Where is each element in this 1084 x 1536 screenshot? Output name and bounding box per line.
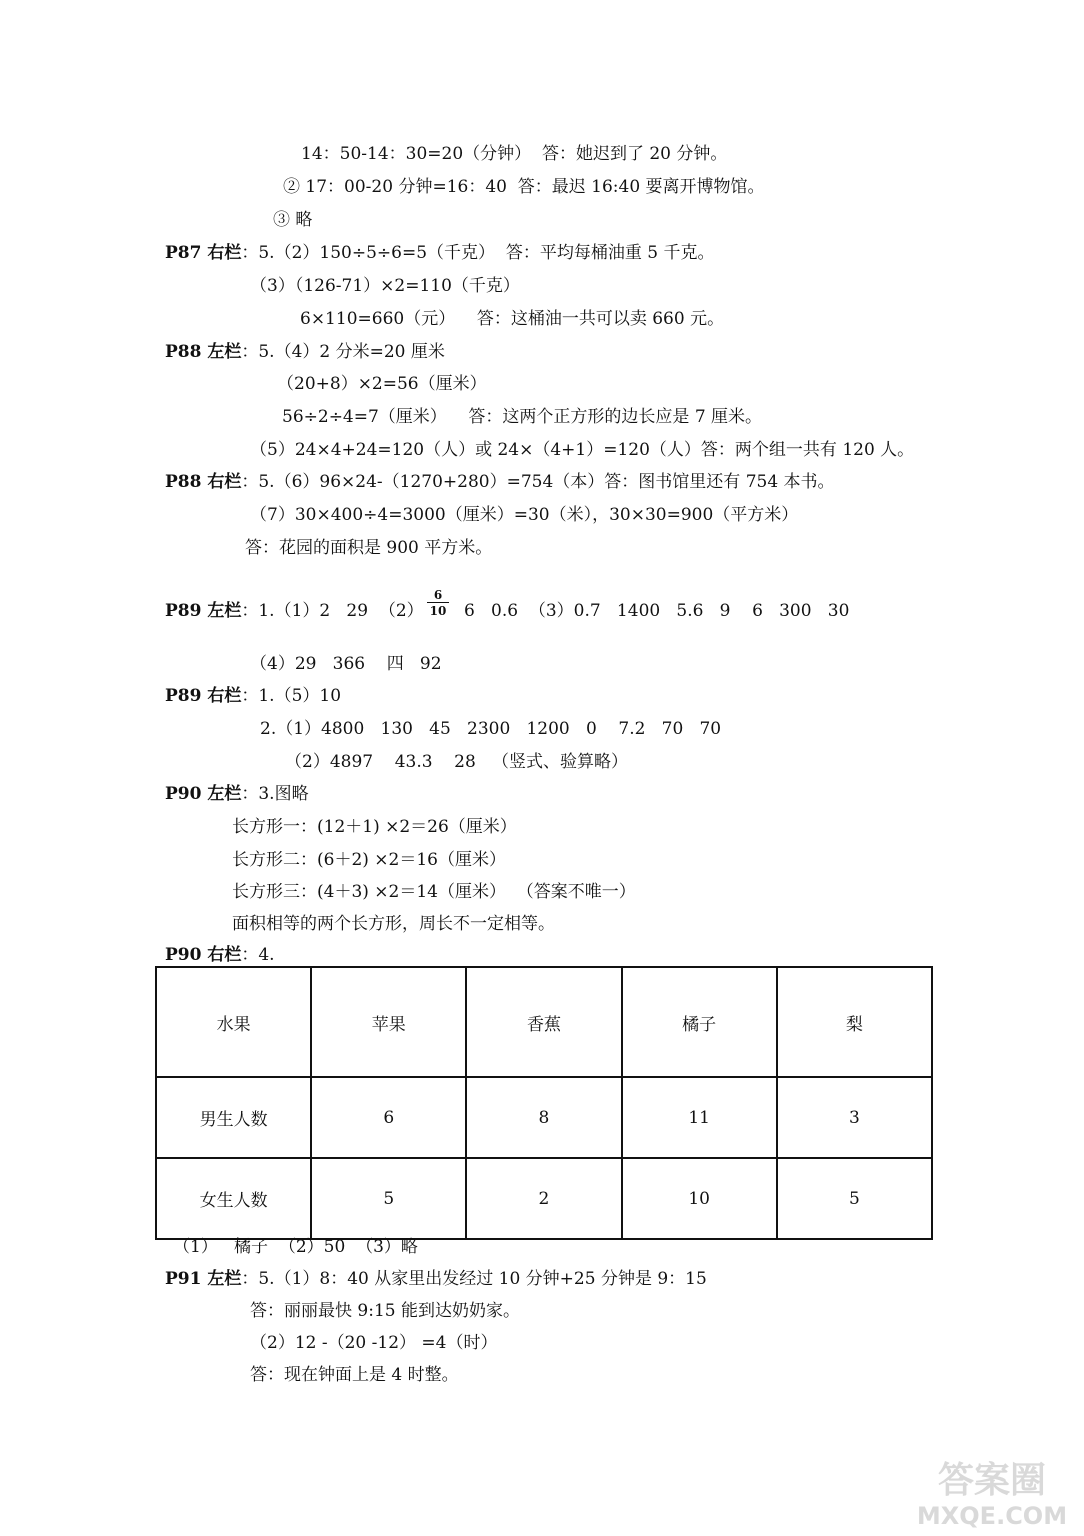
table-header-cell: 苹果 [311, 967, 466, 1077]
text-line: （20+8）×2=56（厘米） [277, 374, 487, 394]
table-header-cell: 水果 [156, 967, 311, 1077]
text-line: 答：丽丽最快 9:15 能到达奶奶家。 [250, 1301, 520, 1321]
section-label: P87 右栏 [165, 243, 242, 263]
p88-left-section [165, 341, 445, 363]
table-header-cell: 香蕉 [466, 967, 621, 1077]
text-line: ③ 略 [273, 210, 313, 230]
table-header-cell: 橘子 [622, 967, 777, 1077]
section-label: P90 左栏 [165, 784, 242, 804]
p87-right-section [165, 242, 714, 264]
p91-left-section [165, 1268, 707, 1290]
table-cell: 2 [466, 1158, 621, 1239]
text-line: 6×110=660（元） 答：这桶油一共可以卖 660 元。 [300, 309, 725, 329]
text-line: ：5.（2）150÷5÷6=5（千克） 答：平均每桶油重 5 千克。 [241, 243, 715, 263]
p89-left-section [165, 600, 424, 622]
text-line: 长方形二：(6＋2) ×2＝16（厘米） [232, 850, 506, 870]
table-cell: 6 [311, 1077, 466, 1158]
watermark-url: MXQE.COM [916, 1502, 1068, 1530]
fraction [427, 589, 449, 617]
text-line: 答：现在钟面上是 4 时整。 [250, 1365, 459, 1385]
text-line: （2）12 -（20 -12） =4（时） [250, 1333, 498, 1353]
text-line: ② 17：00-20 分钟=16：40 答：最迟 16:40 要离开博物馆。 [283, 177, 765, 197]
section-label: P88 右栏 [165, 472, 242, 492]
text-line: （3）（126-71）×2=110（千克） [250, 276, 520, 296]
text-line: 答：花园的面积是 900 平方米。 [245, 538, 493, 558]
p89-right-section [165, 685, 341, 707]
text-line: （7）30×400÷4=3000（厘米）=30（米），30×30=900（平方米） [250, 505, 799, 525]
text-line: 6 0.6 （3）0.7 1400 5.6 9 6 300 30 [464, 601, 850, 621]
text-line: 56÷2÷4=7（厘米） 答：这两个正方形的边长应是 7 厘米。 [282, 407, 763, 427]
text-line: （2）4897 43.3 28 （竖式、验算略） [285, 752, 629, 772]
fraction-denominator: 10 [429, 604, 447, 618]
text-line: （4）29 366 四 92 [250, 654, 442, 674]
table-cell: 5 [311, 1158, 466, 1239]
text-line: 长方形一：(12＋1) ×2＝26（厘米） [232, 817, 517, 837]
text-line: ：5.（6）96×24-（1270+280）=754（本）答：图书馆里还有 754 本书。 [241, 472, 835, 492]
text-line: ：4. [241, 945, 275, 965]
text-line: 2.（1）4800 130 45 2300 1200 0 7.2 70 70 [260, 719, 722, 739]
fruit-preference-table [155, 966, 933, 1240]
text-line: ：5.（1）8：40 从家里出发经过 10 分钟+25 分钟是 9：15 [241, 1269, 707, 1289]
table-cell: 8 [466, 1077, 621, 1158]
section-label: P89 右栏 [165, 686, 242, 706]
table-header-cell: 梨 [777, 967, 932, 1077]
text-line: ：1.（1）2 29 （2） [241, 601, 424, 621]
table-header-row [156, 967, 932, 1077]
table-cell: 10 [622, 1158, 777, 1239]
watermark-text: 答案圈 [937, 1460, 1047, 1501]
table-row [156, 1158, 932, 1239]
text-line: 长方形三：(4＋3) ×2＝14（厘米） （答案不唯一） [232, 882, 636, 902]
table-row [156, 1077, 932, 1158]
section-label: P90 右栏 [165, 945, 242, 965]
fraction-numerator: 6 [427, 589, 449, 603]
section-label: P89 左栏 [165, 601, 242, 621]
table-cell: 3 [777, 1077, 932, 1158]
table-cell: 11 [622, 1077, 777, 1158]
section-label: P91 左栏 [165, 1269, 242, 1289]
p90-left-section [165, 783, 309, 805]
p88-right-section [165, 471, 835, 493]
section-label: P88 左栏 [165, 342, 242, 362]
text-line: 14：50-14：30=20（分钟） 答：她迟到了 20 分钟。 [301, 144, 728, 164]
text-line: （1） 橘子 （2）50 （3）略 [173, 1237, 418, 1257]
p90-right-section [165, 944, 275, 966]
text-line: 面积相等的两个长方形，周长不一定相等。 [232, 914, 555, 934]
table-row-label: 女生人数 [156, 1158, 311, 1239]
text-line: ：1.（5）10 [241, 686, 342, 706]
watermark-logo [905, 1450, 1080, 1530]
table-row-label: 男生人数 [156, 1077, 311, 1158]
text-line: （5）24×4+24=120（人）或 24×（4+1）=120（人）答：两个组一共有 120 人。 [250, 440, 915, 460]
table-cell: 5 [777, 1158, 932, 1239]
text-line: ：3.图略 [241, 784, 309, 804]
text-line: ：5.（4）2 分米=20 厘米 [241, 342, 445, 362]
